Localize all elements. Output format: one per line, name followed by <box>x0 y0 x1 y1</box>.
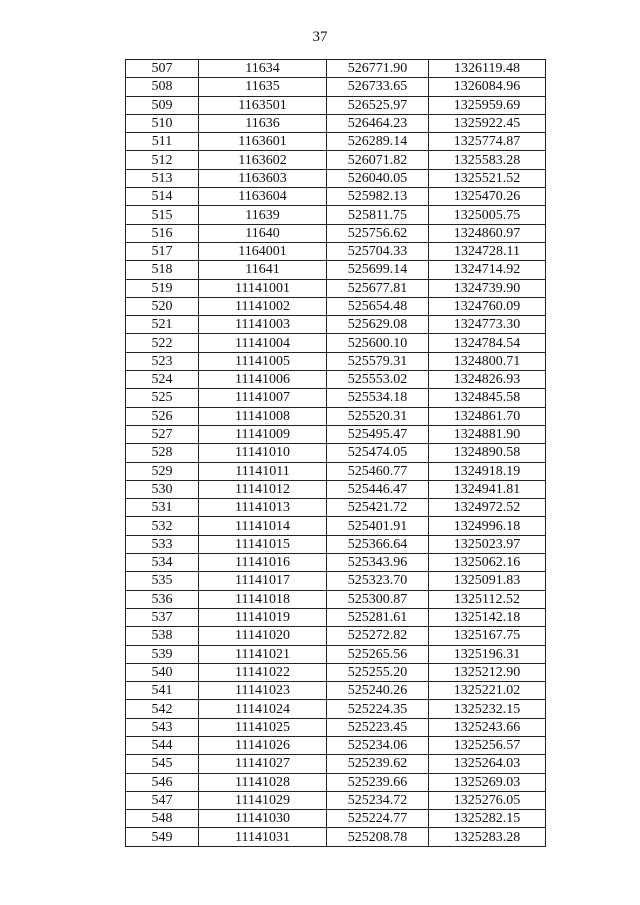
table-row <box>126 206 546 224</box>
point-number-cell: 521 <box>126 316 199 334</box>
point-number-cell: 533 <box>126 535 199 553</box>
table-row <box>126 169 546 187</box>
point-code-cell: 11141009 <box>199 425 327 443</box>
coordinate-x-cell: 525474.05 <box>327 444 429 462</box>
coordinate-x-cell: 525982.13 <box>327 188 429 206</box>
point-number-cell: 535 <box>126 572 199 590</box>
point-number-cell: 513 <box>126 169 199 187</box>
coordinate-x-cell: 525281.61 <box>327 608 429 626</box>
coordinate-x-cell: 525223.45 <box>327 718 429 736</box>
coordinate-x-cell: 525239.62 <box>327 755 429 773</box>
coordinate-y-cell: 1325269.03 <box>429 773 546 791</box>
point-number-cell: 509 <box>126 96 199 114</box>
coordinate-y-cell: 1324890.58 <box>429 444 546 462</box>
point-code-cell: 11141019 <box>199 608 327 626</box>
table-row <box>126 608 546 626</box>
point-number-cell: 542 <box>126 700 199 718</box>
coordinate-x-cell: 526464.23 <box>327 114 429 132</box>
table-row <box>126 736 546 754</box>
point-number-cell: 522 <box>126 334 199 352</box>
coordinate-x-cell: 525534.18 <box>327 389 429 407</box>
point-code-cell: 1163603 <box>199 169 327 187</box>
table-row <box>126 96 546 114</box>
point-number-cell: 519 <box>126 279 199 297</box>
coordinate-y-cell: 1324760.09 <box>429 297 546 315</box>
coordinate-y-cell: 1325521.52 <box>429 169 546 187</box>
coordinate-y-cell: 1324728.11 <box>429 242 546 260</box>
coordinate-y-cell: 1325276.05 <box>429 791 546 809</box>
point-code-cell: 11141028 <box>199 773 327 791</box>
coordinate-y-cell: 1326119.48 <box>429 60 546 78</box>
coordinate-x-cell: 525629.08 <box>327 316 429 334</box>
coordinate-y-cell: 1324845.58 <box>429 389 546 407</box>
coordinate-x-cell: 525265.56 <box>327 645 429 663</box>
table-row <box>126 590 546 608</box>
coordinate-x-cell: 525255.20 <box>327 663 429 681</box>
coordinate-x-cell: 525401.91 <box>327 517 429 535</box>
table-row <box>126 535 546 553</box>
coordinate-x-cell: 525234.72 <box>327 791 429 809</box>
point-number-cell: 536 <box>126 590 199 608</box>
point-code-cell: 11141006 <box>199 371 327 389</box>
point-number-cell: 539 <box>126 645 199 663</box>
point-code-cell: 11141007 <box>199 389 327 407</box>
coordinate-y-cell: 1324784.54 <box>429 334 546 352</box>
point-number-cell: 541 <box>126 682 199 700</box>
coordinate-x-cell: 525272.82 <box>327 627 429 645</box>
coordinate-y-cell: 1325583.28 <box>429 151 546 169</box>
coordinate-x-cell: 525421.72 <box>327 499 429 517</box>
table-row <box>126 462 546 480</box>
coordinate-y-cell: 1324860.97 <box>429 224 546 242</box>
table-row <box>126 114 546 132</box>
point-number-cell: 538 <box>126 627 199 645</box>
table-row <box>126 517 546 535</box>
point-code-cell: 11141031 <box>199 828 327 846</box>
point-number-cell: 508 <box>126 78 199 96</box>
point-number-cell: 516 <box>126 224 199 242</box>
coordinate-y-cell: 1325196.31 <box>429 645 546 663</box>
coordinate-y-cell: 1325023.97 <box>429 535 546 553</box>
point-number-cell: 531 <box>126 499 199 517</box>
coordinate-y-cell: 1324714.92 <box>429 261 546 279</box>
point-code-cell: 11141016 <box>199 554 327 572</box>
point-number-cell: 530 <box>126 480 199 498</box>
coordinate-y-cell: 1325142.18 <box>429 608 546 626</box>
coordinate-x-cell: 525654.48 <box>327 297 429 315</box>
coordinate-y-cell: 1325212.90 <box>429 663 546 681</box>
point-number-cell: 524 <box>126 371 199 389</box>
table-row <box>126 425 546 443</box>
table-row <box>126 700 546 718</box>
coordinate-y-cell: 1325167.75 <box>429 627 546 645</box>
point-code-cell: 11141015 <box>199 535 327 553</box>
coordinate-x-cell: 526525.97 <box>327 96 429 114</box>
coordinate-y-cell: 1325112.52 <box>429 590 546 608</box>
coordinate-x-cell: 525208.78 <box>327 828 429 846</box>
table-row <box>126 371 546 389</box>
point-number-cell: 514 <box>126 188 199 206</box>
point-code-cell: 1163601 <box>199 133 327 151</box>
point-code-cell: 11141022 <box>199 663 327 681</box>
coordinate-y-cell: 1325243.66 <box>429 718 546 736</box>
table-row <box>126 316 546 334</box>
coordinate-x-cell: 525224.77 <box>327 810 429 828</box>
point-number-cell: 548 <box>126 810 199 828</box>
coordinate-y-cell: 1324918.19 <box>429 462 546 480</box>
point-code-cell: 11634 <box>199 60 327 78</box>
coordinates-table <box>125 59 546 847</box>
point-code-cell: 11141026 <box>199 736 327 754</box>
point-code-cell: 11141013 <box>199 499 327 517</box>
coordinate-x-cell: 525600.10 <box>327 334 429 352</box>
coordinate-x-cell: 525366.64 <box>327 535 429 553</box>
point-code-cell: 11639 <box>199 206 327 224</box>
point-code-cell: 11141004 <box>199 334 327 352</box>
table-row <box>126 718 546 736</box>
coordinate-y-cell: 1325470.26 <box>429 188 546 206</box>
point-number-cell: 529 <box>126 462 199 480</box>
table-row <box>126 554 546 572</box>
coordinate-x-cell: 525811.75 <box>327 206 429 224</box>
point-number-cell: 528 <box>126 444 199 462</box>
coordinate-y-cell: 1324773.30 <box>429 316 546 334</box>
coordinate-x-cell: 525240.26 <box>327 682 429 700</box>
point-number-cell: 540 <box>126 663 199 681</box>
table-row <box>126 279 546 297</box>
coordinate-y-cell: 1324881.90 <box>429 425 546 443</box>
table-row <box>126 352 546 370</box>
point-number-cell: 546 <box>126 773 199 791</box>
coordinate-y-cell: 1325232.15 <box>429 700 546 718</box>
coordinate-x-cell: 526733.65 <box>327 78 429 96</box>
table-row <box>126 389 546 407</box>
table-row <box>126 791 546 809</box>
table-row <box>126 297 546 315</box>
point-number-cell: 544 <box>126 736 199 754</box>
point-code-cell: 11141021 <box>199 645 327 663</box>
coordinate-x-cell: 525300.87 <box>327 590 429 608</box>
point-code-cell: 11141002 <box>199 297 327 315</box>
point-number-cell: 543 <box>126 718 199 736</box>
table-row <box>126 334 546 352</box>
coordinate-y-cell: 1325959.69 <box>429 96 546 114</box>
table-row <box>126 828 546 846</box>
table-row <box>126 224 546 242</box>
coordinate-x-cell: 525553.02 <box>327 371 429 389</box>
table-row <box>126 78 546 96</box>
coordinate-y-cell: 1324861.70 <box>429 407 546 425</box>
point-code-cell: 11141012 <box>199 480 327 498</box>
coordinate-x-cell: 525704.33 <box>327 242 429 260</box>
table-row <box>126 682 546 700</box>
table-row <box>126 261 546 279</box>
coordinate-x-cell: 525460.77 <box>327 462 429 480</box>
coordinate-y-cell: 1325062.16 <box>429 554 546 572</box>
coordinate-y-cell: 1325922.45 <box>429 114 546 132</box>
coordinate-x-cell: 525756.62 <box>327 224 429 242</box>
point-number-cell: 545 <box>126 755 199 773</box>
point-code-cell: 11141024 <box>199 700 327 718</box>
point-code-cell: 11141005 <box>199 352 327 370</box>
coordinate-y-cell: 1325221.02 <box>429 682 546 700</box>
point-number-cell: 520 <box>126 297 199 315</box>
coordinate-x-cell: 525343.96 <box>327 554 429 572</box>
coordinate-x-cell: 525699.14 <box>327 261 429 279</box>
coordinate-y-cell: 1325005.75 <box>429 206 546 224</box>
coordinate-x-cell: 525520.31 <box>327 407 429 425</box>
table-row <box>126 151 546 169</box>
page-number: 37 <box>312 29 328 45</box>
point-code-cell: 11141008 <box>199 407 327 425</box>
point-code-cell: 11141023 <box>199 682 327 700</box>
point-number-cell: 515 <box>126 206 199 224</box>
point-number-cell: 527 <box>126 425 199 443</box>
table-row <box>126 572 546 590</box>
point-code-cell: 11141018 <box>199 590 327 608</box>
coordinate-x-cell: 525446.47 <box>327 480 429 498</box>
table-row <box>126 60 546 78</box>
point-number-cell: 518 <box>126 261 199 279</box>
point-code-cell: 11141017 <box>199 572 327 590</box>
coordinate-x-cell: 526040.05 <box>327 169 429 187</box>
coordinate-y-cell: 1325282.15 <box>429 810 546 828</box>
table-row <box>126 810 546 828</box>
point-number-cell: 549 <box>126 828 199 846</box>
table-row <box>126 242 546 260</box>
point-code-cell: 11141001 <box>199 279 327 297</box>
coordinate-y-cell: 1325256.57 <box>429 736 546 754</box>
table-row <box>126 663 546 681</box>
coordinate-y-cell: 1325774.87 <box>429 133 546 151</box>
point-number-cell: 512 <box>126 151 199 169</box>
coordinate-x-cell: 525579.31 <box>327 352 429 370</box>
table-row <box>126 444 546 462</box>
point-number-cell: 517 <box>126 242 199 260</box>
point-code-cell: 11141020 <box>199 627 327 645</box>
point-code-cell: 11640 <box>199 224 327 242</box>
point-code-cell: 11141003 <box>199 316 327 334</box>
coordinates-table-body <box>126 60 546 847</box>
coordinate-y-cell: 1326084.96 <box>429 78 546 96</box>
point-code-cell: 11141011 <box>199 462 327 480</box>
coordinate-y-cell: 1324800.71 <box>429 352 546 370</box>
point-code-cell: 11141027 <box>199 755 327 773</box>
point-code-cell: 11141029 <box>199 791 327 809</box>
point-number-cell: 532 <box>126 517 199 535</box>
point-number-cell: 547 <box>126 791 199 809</box>
coordinate-y-cell: 1324972.52 <box>429 499 546 517</box>
point-number-cell: 534 <box>126 554 199 572</box>
coordinate-y-cell: 1325264.03 <box>429 755 546 773</box>
point-number-cell: 526 <box>126 407 199 425</box>
table-row <box>126 773 546 791</box>
point-number-cell: 511 <box>126 133 199 151</box>
coordinate-x-cell: 525677.81 <box>327 279 429 297</box>
coordinate-x-cell: 526289.14 <box>327 133 429 151</box>
coordinate-y-cell: 1324941.81 <box>429 480 546 498</box>
coordinate-y-cell: 1324996.18 <box>429 517 546 535</box>
point-code-cell: 1164001 <box>199 242 327 260</box>
point-number-cell: 507 <box>126 60 199 78</box>
point-code-cell: 1163604 <box>199 188 327 206</box>
table-row <box>126 133 546 151</box>
table-row <box>126 407 546 425</box>
point-number-cell: 523 <box>126 352 199 370</box>
point-code-cell: 11141010 <box>199 444 327 462</box>
point-code-cell: 11641 <box>199 261 327 279</box>
point-code-cell: 11141025 <box>199 718 327 736</box>
point-number-cell: 510 <box>126 114 199 132</box>
point-number-cell: 525 <box>126 389 199 407</box>
point-number-cell: 537 <box>126 608 199 626</box>
coordinate-x-cell: 525224.35 <box>327 700 429 718</box>
coordinate-y-cell: 1325283.28 <box>429 828 546 846</box>
table-row <box>126 627 546 645</box>
coordinate-x-cell: 525234.06 <box>327 736 429 754</box>
coordinate-y-cell: 1324826.93 <box>429 371 546 389</box>
point-code-cell: 11635 <box>199 78 327 96</box>
table-row <box>126 188 546 206</box>
coordinate-x-cell: 525239.66 <box>327 773 429 791</box>
coordinate-x-cell: 526771.90 <box>327 60 429 78</box>
point-code-cell: 1163602 <box>199 151 327 169</box>
coordinate-x-cell: 526071.82 <box>327 151 429 169</box>
table-row <box>126 645 546 663</box>
coordinate-y-cell: 1324739.90 <box>429 279 546 297</box>
coordinate-x-cell: 525323.70 <box>327 572 429 590</box>
table-row <box>126 755 546 773</box>
coordinate-x-cell: 525495.47 <box>327 425 429 443</box>
table-row <box>126 499 546 517</box>
point-code-cell: 11636 <box>199 114 327 132</box>
table-row <box>126 480 546 498</box>
point-code-cell: 1163501 <box>199 96 327 114</box>
point-code-cell: 11141030 <box>199 810 327 828</box>
coordinate-y-cell: 1325091.83 <box>429 572 546 590</box>
point-code-cell: 11141014 <box>199 517 327 535</box>
